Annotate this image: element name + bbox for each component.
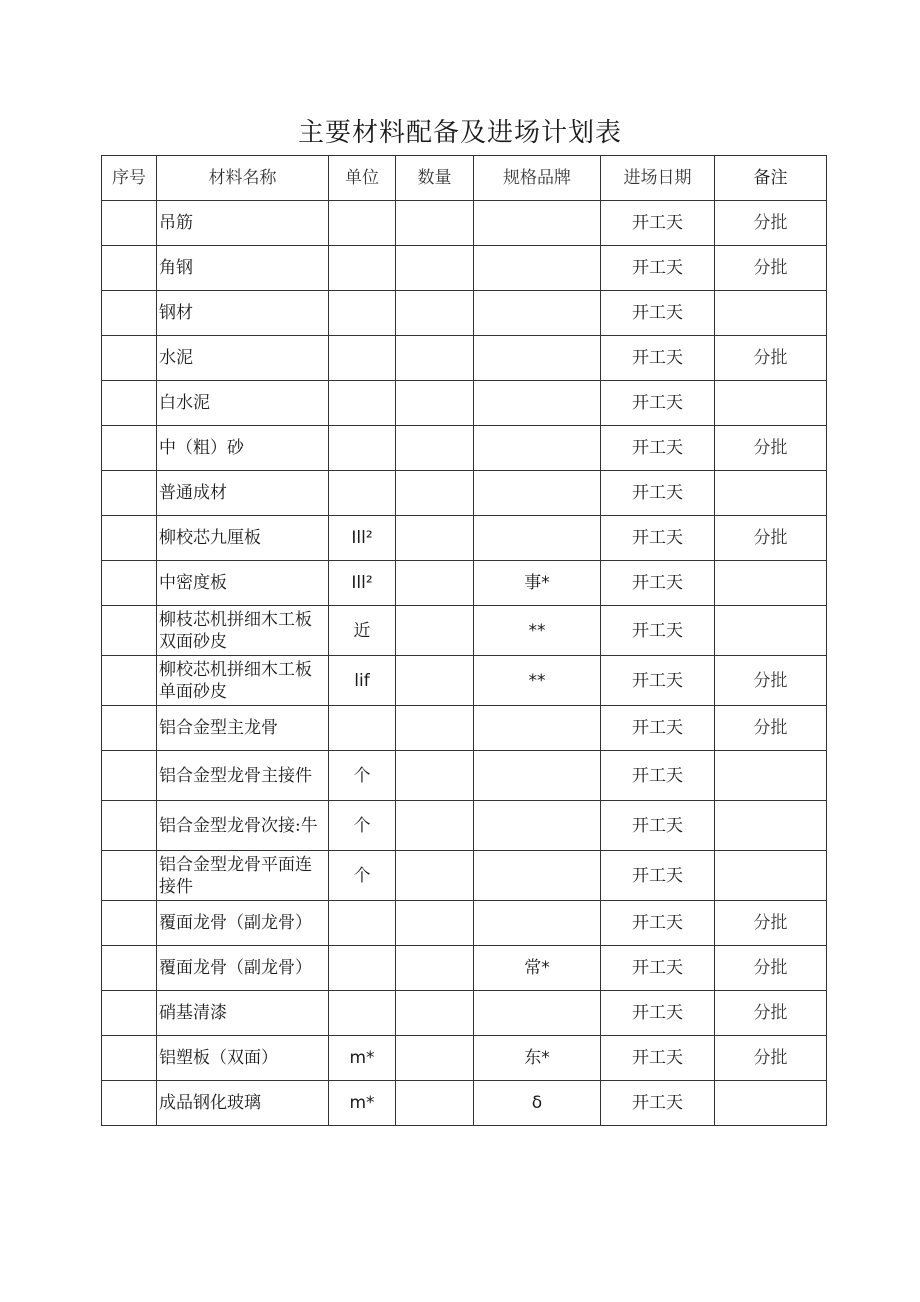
cell-unit: 个	[329, 801, 396, 851]
cell-date: 开工天	[601, 426, 715, 471]
cell-spec	[474, 336, 601, 381]
cell-spec	[474, 801, 601, 851]
cell-remark: 分批	[715, 946, 827, 991]
cell-seq	[102, 706, 157, 751]
cell-qty	[396, 751, 474, 801]
table-row	[102, 946, 827, 991]
cell-spec	[474, 246, 601, 291]
cell-spec: δ	[474, 1081, 601, 1126]
table-row	[102, 751, 827, 801]
cell-remark	[715, 801, 827, 851]
cell-seq	[102, 201, 157, 246]
cell-seq	[102, 291, 157, 336]
cell-material-name: 成品钢化玻璃	[157, 1081, 329, 1126]
cell-qty	[396, 561, 474, 606]
cell-date: 开工天	[601, 1036, 715, 1081]
cell-material-name: 柳校芯九厘板	[157, 516, 329, 561]
cell-unit: m*	[329, 1036, 396, 1081]
cell-qty	[396, 656, 474, 706]
cell-qty	[396, 801, 474, 851]
cell-unit: 个	[329, 851, 396, 901]
cell-material-name: 白水泥	[157, 381, 329, 426]
cell-remark: 分批	[715, 656, 827, 706]
cell-spec	[474, 471, 601, 516]
cell-spec: **	[474, 656, 601, 706]
cell-date: 开工天	[601, 246, 715, 291]
cell-date: 开工天	[601, 656, 715, 706]
cell-seq	[102, 1081, 157, 1126]
table-row	[102, 801, 827, 851]
cell-unit	[329, 201, 396, 246]
table-row	[102, 471, 827, 516]
cell-seq	[102, 751, 157, 801]
cell-date: 开工天	[601, 606, 715, 656]
header-qty: 数量	[396, 156, 474, 201]
material-plan-table	[101, 155, 827, 1126]
cell-qty	[396, 336, 474, 381]
cell-spec	[474, 381, 601, 426]
cell-unit: 个	[329, 751, 396, 801]
cell-seq	[102, 901, 157, 946]
cell-date: 开工天	[601, 471, 715, 516]
cell-material-name: 铝塑板（双面）	[157, 1036, 329, 1081]
cell-seq	[102, 561, 157, 606]
cell-seq	[102, 946, 157, 991]
cell-qty	[396, 706, 474, 751]
cell-date: 开工天	[601, 201, 715, 246]
cell-spec: **	[474, 606, 601, 656]
cell-remark: 分批	[715, 991, 827, 1036]
table-row	[102, 706, 827, 751]
cell-unit: Ill²	[329, 561, 396, 606]
header-name: 材料名称	[157, 156, 329, 201]
cell-qty	[396, 1036, 474, 1081]
cell-seq	[102, 426, 157, 471]
cell-qty	[396, 246, 474, 291]
cell-spec	[474, 706, 601, 751]
cell-date: 开工天	[601, 801, 715, 851]
cell-seq	[102, 471, 157, 516]
cell-remark: 分批	[715, 901, 827, 946]
cell-remark	[715, 291, 827, 336]
cell-date: 开工天	[601, 381, 715, 426]
cell-unit: Ill²	[329, 516, 396, 561]
header-unit: 单位	[329, 156, 396, 201]
cell-qty	[396, 291, 474, 336]
cell-seq	[102, 336, 157, 381]
cell-remark	[715, 751, 827, 801]
cell-remark	[715, 1081, 827, 1126]
cell-qty	[396, 516, 474, 561]
table-row	[102, 516, 827, 561]
cell-date: 开工天	[601, 901, 715, 946]
cell-unit	[329, 901, 396, 946]
cell-unit	[329, 426, 396, 471]
cell-unit	[329, 471, 396, 516]
table-row	[102, 656, 827, 706]
cell-material-name: 铝合金型龙骨平面连接件	[157, 851, 329, 901]
table-row	[102, 991, 827, 1036]
table-row	[102, 606, 827, 656]
cell-spec	[474, 291, 601, 336]
cell-material-name: 硝基清漆	[157, 991, 329, 1036]
cell-material-name: 柳校芯机拼细木工板单面砂皮	[157, 656, 329, 706]
header-seq: 序号	[102, 156, 157, 201]
cell-spec	[474, 901, 601, 946]
cell-spec	[474, 751, 601, 801]
cell-qty	[396, 946, 474, 991]
cell-spec	[474, 516, 601, 561]
cell-remark	[715, 381, 827, 426]
cell-material-name: 覆面龙骨（副龙骨）	[157, 901, 329, 946]
cell-date: 开工天	[601, 561, 715, 606]
cell-remark	[715, 561, 827, 606]
cell-seq	[102, 381, 157, 426]
cell-qty	[396, 851, 474, 901]
cell-date: 开工天	[601, 851, 715, 901]
table-row	[102, 851, 827, 901]
cell-date: 开工天	[601, 706, 715, 751]
table-row	[102, 561, 827, 606]
cell-material-name: 角钢	[157, 246, 329, 291]
cell-qty	[396, 901, 474, 946]
cell-material-name: 中密度板	[157, 561, 329, 606]
cell-seq	[102, 606, 157, 656]
cell-remark	[715, 606, 827, 656]
cell-remark: 分批	[715, 201, 827, 246]
cell-unit: 近	[329, 606, 396, 656]
cell-spec: 东*	[474, 1036, 601, 1081]
cell-unit	[329, 381, 396, 426]
cell-material-name: 铝合金型龙骨主接件	[157, 751, 329, 801]
header-remark: 备注	[715, 156, 827, 201]
table-row	[102, 426, 827, 471]
cell-qty	[396, 381, 474, 426]
cell-material-name: 柳枝芯机拼细木工板双面砂皮	[157, 606, 329, 656]
cell-material-name: 吊筋	[157, 201, 329, 246]
cell-remark: 分批	[715, 516, 827, 561]
cell-qty	[396, 201, 474, 246]
header-date: 进场日期	[601, 156, 715, 201]
table-row	[102, 336, 827, 381]
cell-spec	[474, 201, 601, 246]
cell-material-name: 覆面龙骨（副龙骨）	[157, 946, 329, 991]
cell-date: 开工天	[601, 516, 715, 561]
cell-date: 开工天	[601, 1081, 715, 1126]
cell-seq	[102, 851, 157, 901]
table-row	[102, 381, 827, 426]
cell-qty	[396, 606, 474, 656]
cell-spec: 常*	[474, 946, 601, 991]
cell-remark	[715, 851, 827, 901]
cell-seq	[102, 991, 157, 1036]
cell-qty	[396, 426, 474, 471]
table-row	[102, 291, 827, 336]
cell-spec	[474, 991, 601, 1036]
cell-qty	[396, 471, 474, 516]
header-spec: 规格品牌	[474, 156, 601, 201]
table-row	[102, 201, 827, 246]
table-row	[102, 1036, 827, 1081]
cell-qty	[396, 1081, 474, 1126]
cell-seq	[102, 1036, 157, 1081]
cell-spec	[474, 851, 601, 901]
cell-unit	[329, 246, 396, 291]
table-row	[102, 246, 827, 291]
cell-material-name: 中（粗）砂	[157, 426, 329, 471]
cell-unit: lif	[329, 656, 396, 706]
cell-seq	[102, 516, 157, 561]
cell-unit	[329, 291, 396, 336]
cell-date: 开工天	[601, 751, 715, 801]
cell-material-name: 铝合金型主龙骨	[157, 706, 329, 751]
cell-remark	[715, 471, 827, 516]
cell-spec	[474, 426, 601, 471]
cell-material-name: 普通成材	[157, 471, 329, 516]
cell-remark: 分批	[715, 246, 827, 291]
page-title: 主要材料配备及进场计划表	[297, 118, 622, 148]
cell-spec: 事*	[474, 561, 601, 606]
cell-unit	[329, 706, 396, 751]
cell-seq	[102, 801, 157, 851]
cell-unit	[329, 336, 396, 381]
cell-remark: 分批	[715, 426, 827, 471]
cell-remark: 分批	[715, 706, 827, 751]
cell-unit: m*	[329, 1081, 396, 1126]
cell-material-name: 铝合金型龙骨次接:牛	[157, 801, 329, 851]
table-row	[102, 1081, 827, 1126]
cell-remark: 分批	[715, 1036, 827, 1081]
header-row	[102, 156, 827, 201]
cell-material-name: 水泥	[157, 336, 329, 381]
cell-unit	[329, 946, 396, 991]
cell-qty	[396, 991, 474, 1036]
table-row	[102, 901, 827, 946]
cell-remark: 分批	[715, 336, 827, 381]
cell-seq	[102, 656, 157, 706]
cell-date: 开工天	[601, 946, 715, 991]
cell-seq	[102, 246, 157, 291]
cell-date: 开工天	[601, 291, 715, 336]
cell-date: 开工天	[601, 991, 715, 1036]
cell-unit	[329, 991, 396, 1036]
cell-material-name: 钢材	[157, 291, 329, 336]
cell-date: 开工天	[601, 336, 715, 381]
